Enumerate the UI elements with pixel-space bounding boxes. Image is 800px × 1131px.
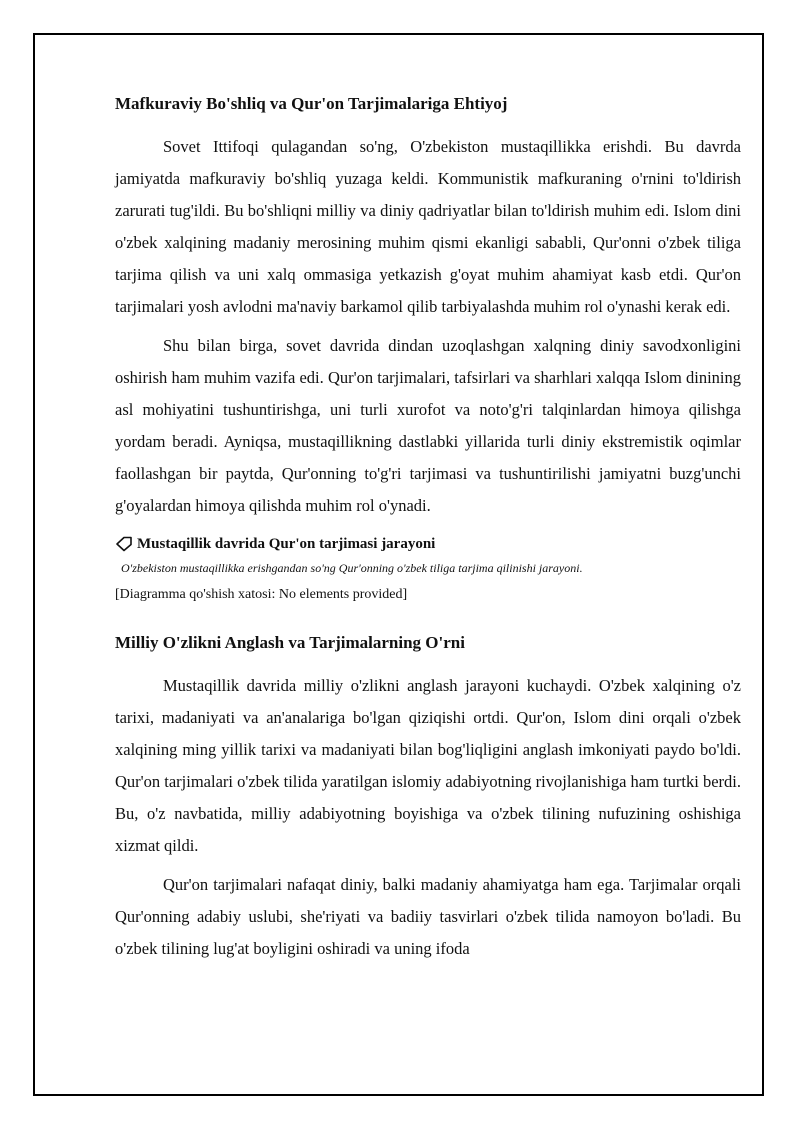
diagram-error-message: [Diagramma qo'shish xatosi: No elements provided]: [115, 587, 408, 602]
section-heading-ideological-void: Mafkuraviy Bo'shliq va Qur'on Tarjimalariga Ehtiyoj: [115, 94, 508, 113]
paragraph: Mustaqillik davrida milliy o'zlikni anglash jarayoni kuchaydi. O'zbek xalqining o'z tarixi, madaniyati va an'analariga bo'lgan qiziqishi ortdi. Qur'on, Islom dini orqali o'zbek xalqining ming yillik tarixi va madaniyati bilan bog'liqligini anglash imkoniyati paydo bo'ldi. Qur'on tarjimalari o'zbek tilida yaratilgan islomiy adabiyotning rivojlanishiga ham turtki berdi. Bu, o'z navbatida, milliy adabiyotning boyishiga va o'zbek tilining nufuzining oshishiga xizmat qildi.: [115, 676, 741, 855]
section-heading-national-identity: Milliy O'zlikni Anglash va Tarjimalarning O'rni: [115, 633, 465, 652]
diagram-subtitle: O'zbekiston mustaqillikka erishgandan so'ng Qur'onning o'zbek tiliga tarjima qilinishi jarayoni.: [121, 561, 583, 575]
paragraph: Sovet Ittifoqi qulagandan so'ng, O'zbekiston mustaqillikka erishdi. Bu davrda jamiyatda mafkuraviy bo'shliq yuzaga keldi. Kommunistik mafkuraning o'rnini to'ldirish zarurati tug'ildi. Bu bo'shliqni milliy va diniy qadriyatlar bilan to'ldirish muhim edi. Islom dini o'zbek xalqining madaniy merosining muhim qismi ekanligi sababli, Qur'onni o'zbek tiliga tarjima qilish va uni xalq ommasiga yetkazish g'oyat muhim ahamiyat kasb etdi. Qur'on tarjimalari yosh avlodni ma'naviy barkamol qilib tarbiyalashda muhim rol o'ynashi kerak edi.: [115, 137, 741, 316]
paragraph: Shu bilan birga, sovet davrida dindan uzoqlashgan xalqning diniy savodxonligini oshirish ham muhim vazifa edi. Qur'on tarjimalari, tafsirlari va sharhlari xalqqa Islom dinining asl mohiyatini tushuntirishga, uni turli xurofot va noto'g'ri talqinlardan himoya qilishga yordam beradi. Ayniqsa, mustaqillikning dastlabki yillarida turli diniy ekstremistik oqimlar faollashgan bir paytda, Qur'onning to'g'ri tarjimasi va tushuntirilishi jamiyatni buzg'unchi g'oyalardan himoya qilishda muhim rol o'ynadi.: [115, 336, 741, 515]
diagram-block: [115, 534, 741, 604]
document-content: [115, 93, 741, 972]
paragraph: Qur'on tarjimalari nafaqat diniy, balki madaniy ahamiyatga ham ega. Tarjimalar orqali Qur'onning adabiy uslubi, she'riyati va badiiy tasvirlari o'zbek tilida namoyon bo'ladi. Bu o'zbek tilining lug'at boyligini oshiradi va uning ifoda: [115, 875, 741, 958]
diagram-title-row: [115, 534, 741, 554]
diagram-title: Mustaqillik davrida Qur'on tarjimasi jarayoni: [137, 536, 436, 552]
tag-icon: [115, 536, 133, 552]
